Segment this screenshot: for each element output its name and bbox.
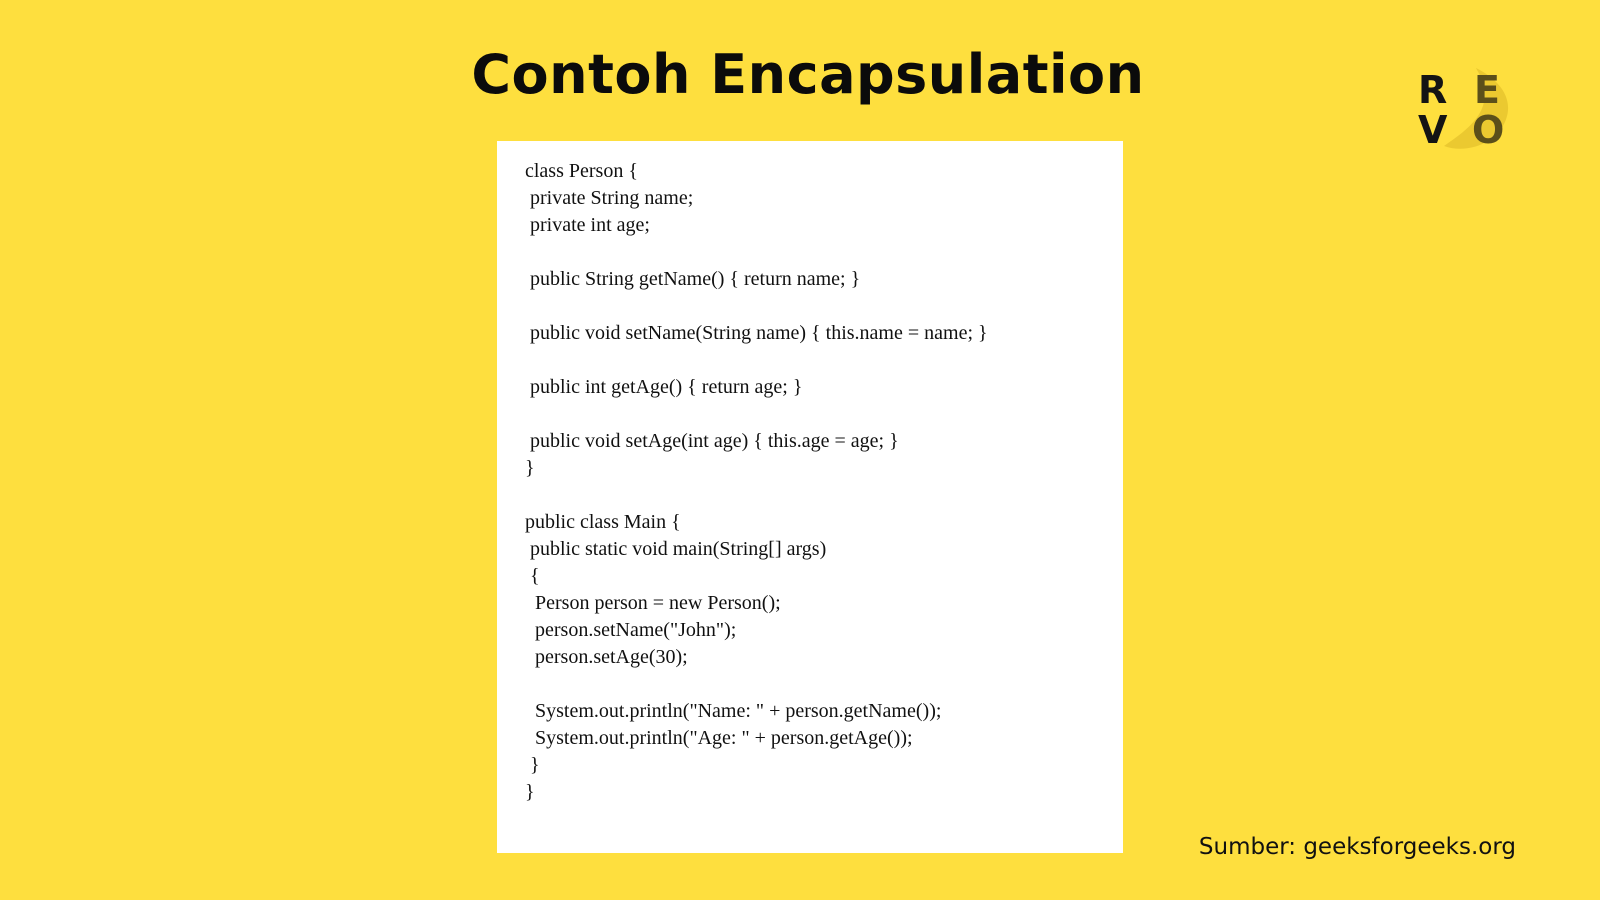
code-line: { [525,565,540,587]
code-line: public static void main(String[] args) [525,538,827,560]
code-line: public void setName(String name) { this.name = name; } [525,322,988,344]
code-line: Person person = new Person(); [525,592,781,614]
code-line: public void setAge(int age) { this.age = age; } [525,430,899,452]
code-line: public int getAge() { return age; } [525,376,803,398]
code-line: private String name; [525,187,694,209]
code-line: public String getName() { return name; } [525,268,861,290]
code-line: public class Main { [525,511,681,533]
code-card [497,141,1123,853]
logo-letter-v: V [1418,108,1448,152]
logo-letter-e: E [1474,68,1500,112]
code-line: class Person { [525,160,638,182]
logo-letter-o: O [1472,108,1505,152]
slide-title: Contoh Encapsulation [471,43,1145,106]
code-line: person.setAge(30); [525,646,688,668]
logo-letter-r: R [1418,68,1448,112]
code-line: } [525,781,535,803]
code-line: System.out.println("Name: " + person.getName()); [525,700,942,722]
source-credit: Sumber: geeksforgeeks.org [1198,834,1516,860]
code-line: } [525,457,535,479]
code-line: System.out.println("Age: " + person.getAge()); [525,727,913,749]
code-line: } [525,754,540,776]
revo-logo-icon [1418,62,1518,162]
code-line: private int age; [525,214,650,236]
code-line: person.setName("John"); [525,619,737,641]
